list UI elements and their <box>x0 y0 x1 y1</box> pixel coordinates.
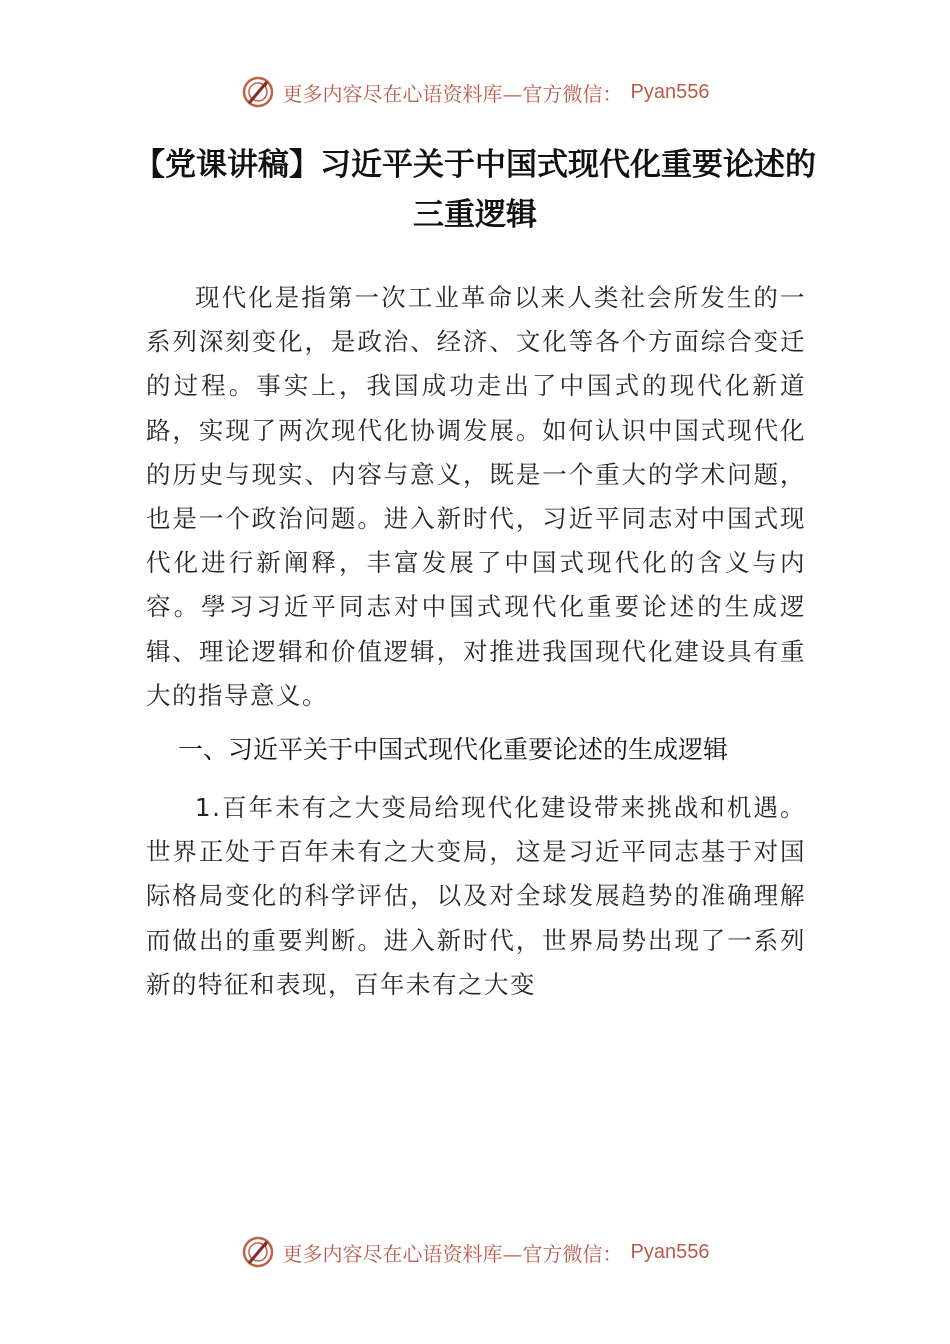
watermark-text: 更多内容尽在心语资料库—官方微信： <box>282 81 623 106</box>
document-title: 【党课讲稿】习近平关于中国式现代化重要论述的三重逻辑 <box>134 147 816 233</box>
paragraph-intro: 现代化是指第一次工业革命以来人类社会所发生的一系列深刻变化，是政治、经济、文化等各个方面综合变迁的过程。事实上，我国成功走出了中国式的现代化新道路，实现了两次现代化协调发展。如何认识中国式现代化的历史与现实、内容与意义，既是一个重大的学术问题，也是一个政治问题。进入新时代，习近平同志对中国式现代化进行新阐释，丰富发展了中国式现代化的含义与内容。學习习近平同志对中国式现代化重要论述的生成逻辑、理论逻辑和价值逻辑，对推进我国现代化建设具有重大的指导意义。 <box>146 283 806 710</box>
watermark-text: 更多内容尽在心语资料库—官方微信： <box>282 1241 623 1266</box>
logo-icon <box>241 75 275 109</box>
section-heading: 一、习近平关于中国式现代化重要论述的生成逻辑 <box>178 735 729 764</box>
footer-watermark <box>0 1232 950 1272</box>
logo-icon <box>241 1235 275 1269</box>
header-watermark <box>0 72 950 112</box>
wechat-id: Pyan556 <box>630 80 710 103</box>
wechat-id: Pyan556 <box>630 1240 710 1263</box>
paragraph-point-1: 1.百年未有之大变局给现代化建设带来挑战和机遇。世界正处于百年未有之大变局，这是习近平同志基于对国际格局变化的科学评估，以及对全球发展趋势的准确理解而做出的重要判断。进入新时代，世界局势出现了一系列新的特征和表现，百年未有之大变 <box>146 793 806 999</box>
